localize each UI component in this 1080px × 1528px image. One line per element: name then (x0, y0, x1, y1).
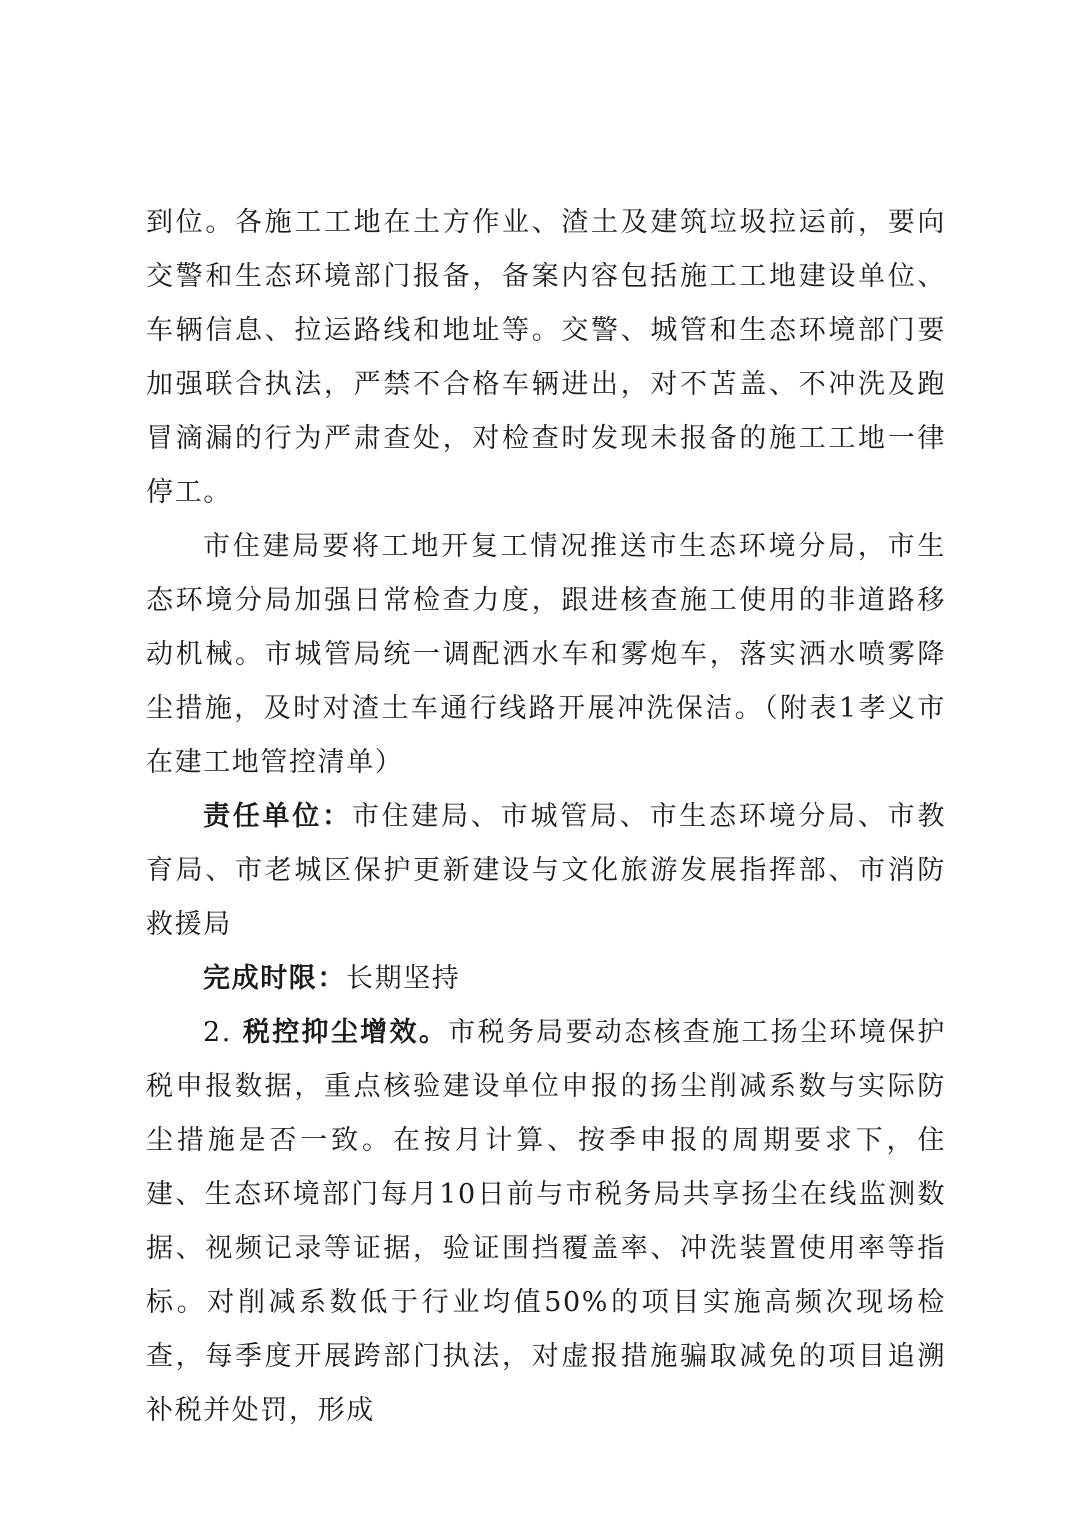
item-2-body: 市税务局要动态核查施工扬尘环境保护税申报数据，重点核验建设单位申报的扬尘削减系数与实际防尘措施是否一致。在按月计算、按季申报的周期要求下，住建、生态环境部门每月10日前与市税务局共享扬尘在线监测数据、视频记录等证据，验证围挡覆盖率、冲洗装置使用率等指标。对削减系数低于行业均值50%的项目实施高频次现场检查，每季度开展跨部门执法，对虚报措施骗取减免的项目追溯补税并处罚，形成 (146, 1017, 946, 1426)
paragraph-site-registration: 到位。各施工工地在土方作业、渣土及建筑垃圾拉运前，要向交警和生态环境部门报备，备案内容包括施工工地建设单位、车辆信息、拉运路线和地址等。交警、城管和生态环境部门要加强联合执法，严禁不合格车辆进出，对不苫盖、不冲洗及跑冒滴漏的行为严肃查处，对检查时发现未报备的施工工地一律停工。 (146, 207, 946, 508)
responsible-units-value: 市住建局、市城管局、市生态环境分局、市教育局、市老城区保护更新建设与文化旅游发展指挥部、市消防救援局 (146, 801, 947, 940)
deadline-value: 长期坚持 (346, 963, 461, 994)
item-2-number: 2. (203, 1017, 243, 1048)
paragraph-responsible-units (146, 790, 946, 952)
responsible-units-label: 责任单位： (203, 801, 352, 832)
deadline-label: 完成时限： (203, 963, 346, 994)
paragraph-housing-bureau: 市住建局要将工地开复工情况推送市生态环境分局，市生态环境分局加强日常检查力度，跟进核查施工使用的非道路移动机械。市城管局统一调配洒水车和雾炮车，落实洒水喷雾降尘措施，及时对渣土车通行线路开展冲洗保洁。（附表1孝义市在建工地管控清单） (146, 531, 946, 778)
document-body (146, 196, 946, 1438)
paragraph-item-2 (146, 1006, 946, 1438)
item-2-title: 税控抑尘增效。 (242, 1017, 449, 1048)
paragraph-deadline (146, 952, 946, 1006)
